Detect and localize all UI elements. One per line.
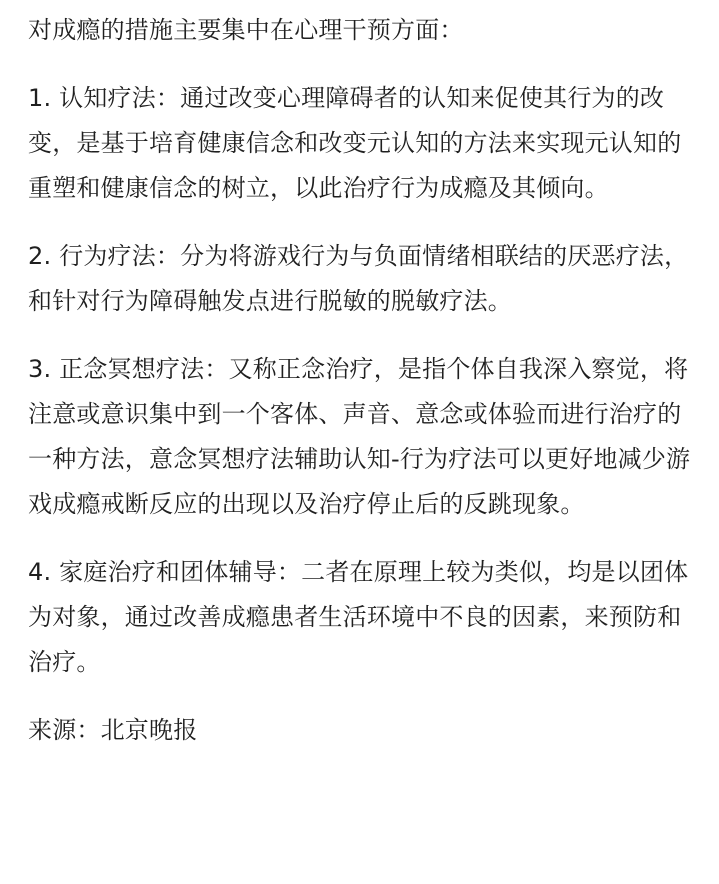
list-item-behavioral-therapy: 2. 行为疗法：分为将游戏行为与负面情绪相联结的厌恶疗法，和针对行为障碍触发点进行脱敏的脱敏疗法。 — [28, 242, 689, 315]
list-item-family-group-therapy: 4. 家庭治疗和团体辅导：二者在原理上较为类似，均是以团体为对象，通过改善成瘾患者生活环境中不良的因素，来预防和治疗。 — [28, 558, 689, 676]
list-item-cognitive-therapy: 1. 认知疗法：通过改变心理障碍者的认知来促使其行为的改变，是基于培育健康信念和改变元认知的方法来实现元认知的重塑和健康信念的树立，以此治疗行为成瘾及其倾向。 — [28, 84, 682, 202]
intro-paragraph: 对成瘾的措施主要集中在心理干预方面： — [28, 16, 464, 44]
list-item-mindfulness-therapy: 3. 正念冥想疗法：又称正念治疗，是指个体自我深入察觉，将注意或意识集中到一个客体、声音、意念或体验而进行治疗的一种方法，意念冥想疗法辅助认知-行为疗法可以更好地减少游戏成瘾戒断反应的出现以及治疗停止后的反跳现象。 — [28, 355, 691, 518]
source-attribution: 来源：北京晚报 — [28, 716, 198, 744]
